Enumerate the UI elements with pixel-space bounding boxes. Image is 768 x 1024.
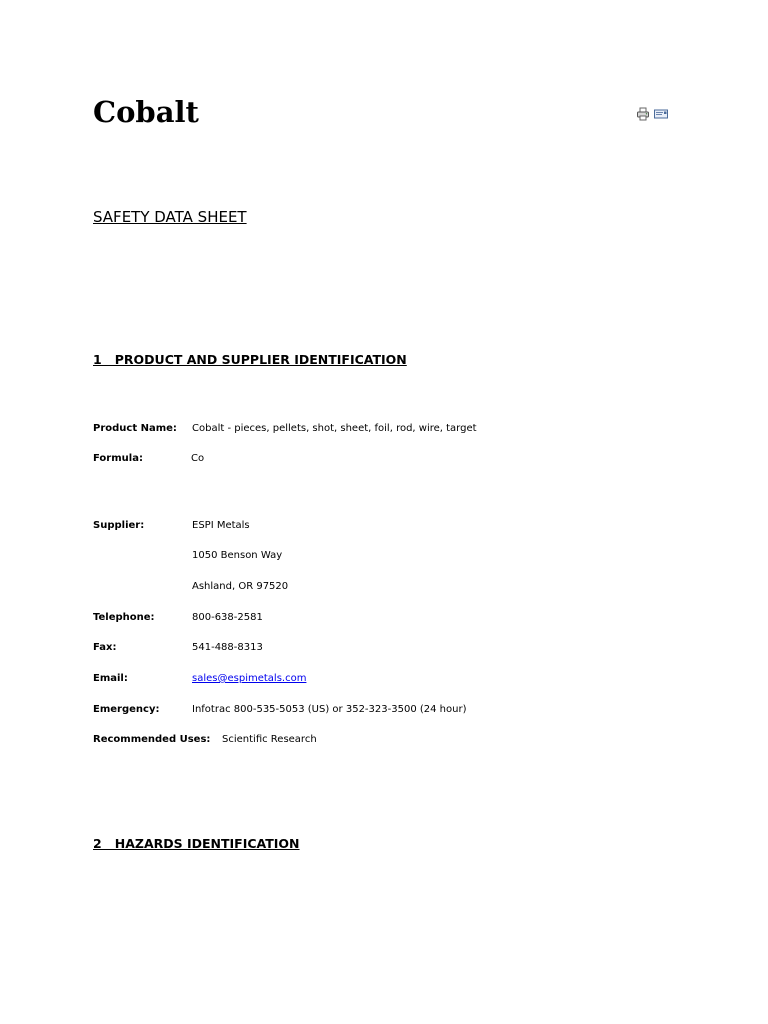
safety-data-sheet-heading: SAFETY DATA SHEET: [93, 208, 247, 226]
supplier-name: ESPI Metals: [192, 520, 250, 531]
email-label: Email:: [93, 673, 128, 684]
telephone-label: Telephone:: [93, 612, 155, 623]
supplier-label: Supplier:: [93, 520, 145, 531]
printer-icon[interactable]: [636, 107, 650, 121]
fax-value: 541-488-8313: [192, 642, 263, 653]
envelope-icon[interactable]: [654, 107, 668, 121]
supplier-city: Ashland, OR 97520: [192, 581, 289, 592]
emergency-label: Emergency:: [93, 704, 160, 715]
fax-label: Fax:: [93, 642, 117, 653]
product-name-label: Product Name:: [93, 423, 177, 434]
telephone-value: 800-638-2581: [192, 612, 263, 623]
page-title: Cobalt: [93, 95, 199, 129]
recommended-uses-value: Scientific Research: [222, 734, 317, 745]
section-1-heading: 1 PRODUCT AND SUPPLIER IDENTIFICATION: [93, 352, 407, 367]
emergency-value: Infotrac 800-535-5053 (US) or 352-323-3500 (24 hour): [192, 704, 467, 715]
recommended-uses-label: Recommended Uses:: [93, 734, 211, 745]
supplier-street: 1050 Benson Way: [192, 550, 283, 561]
document-toolbar: [636, 107, 668, 121]
section-2-heading: 2 HAZARDS IDENTIFICATION: [93, 836, 300, 851]
product-name-value: Cobalt - pieces, pellets, shot, sheet, foil, rod, wire, target: [192, 423, 477, 434]
formula-label: Formula:: [93, 453, 143, 464]
email-link[interactable]: sales@espimetals.com: [192, 673, 307, 684]
formula-value: Co: [191, 453, 205, 464]
